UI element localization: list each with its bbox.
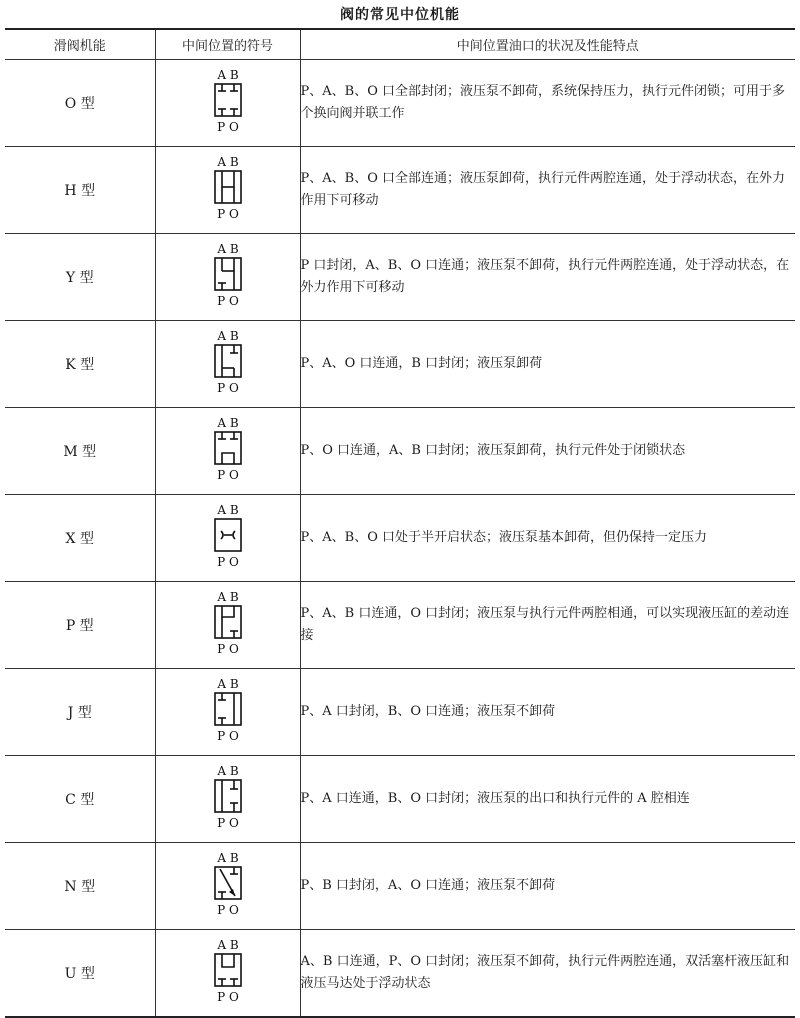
table-title: 阀的常见中位机能 [340,7,460,23]
port-label-top: A B [216,677,239,691]
col-header-description: 中间位置油口的状况及性能特点 [300,29,795,60]
col-header-function: 滑阀机能 [5,29,155,60]
type-cell: X 型 [5,495,155,582]
description-cell: P、A、B、O 口处于半开启状态；液压泵基本卸荷，但仍保持一定压力 [300,495,795,582]
port-label-top: A B [216,242,239,256]
symbol-cell [155,60,300,147]
valve-m-icon [198,415,258,483]
symbol-cell [155,756,300,843]
type-cell: C 型 [5,756,155,843]
port-label-top: A B [216,938,239,952]
port-label-bottom: P O [216,381,239,395]
port-label-bottom: P O [216,903,239,917]
table-row [5,843,795,930]
table-row [5,408,795,495]
port-label-bottom: P O [216,207,239,221]
valve-u-icon [198,937,258,1005]
description-cell: P 口封闭，A、B、O 口连通；液压泵不卸荷，执行元件两腔连通，处于浮动状态，在外力作用下可移动 [300,234,795,321]
symbol-cell [155,408,300,495]
description-cell: P、O 口连通，A、B 口封闭；液压泵卸荷，执行元件处于闭锁状态 [300,408,795,495]
type-cell: M 型 [5,408,155,495]
port-label-bottom: P O [216,294,239,308]
port-label-bottom: P O [216,120,239,134]
valve-c-icon [198,763,258,831]
type-cell: P 型 [5,582,155,669]
table-row [5,930,795,1018]
symbol-cell [155,843,300,930]
table-row [5,582,795,669]
port-label-top: A B [216,329,239,343]
symbol-cell [155,669,300,756]
port-label-bottom: P O [216,729,239,743]
port-label-top: A B [216,68,239,82]
valve-j-icon [198,676,258,744]
type-cell: N 型 [5,843,155,930]
description-cell: P、A 口连通，B、O 口封闭；液压泵的出口和执行元件的 A 腔相连 [300,756,795,843]
port-label-top: A B [216,590,239,604]
table-row [5,495,795,582]
port-label-bottom: P O [216,816,239,830]
description-cell: P、A、O 口连通，B 口封闭；液压泵卸荷 [300,321,795,408]
col-header-symbol: 中间位置的符号 [155,29,300,60]
valve-x-icon [198,502,258,570]
table-row [5,60,795,147]
symbol-cell [155,147,300,234]
type-cell: K 型 [5,321,155,408]
valve-h-icon [198,154,258,222]
port-label-top: A B [216,503,239,517]
symbol-cell [155,495,300,582]
table-row [5,147,795,234]
port-label-top: A B [216,155,239,169]
symbol-cell [155,321,300,408]
type-cell: O 型 [5,60,155,147]
description-cell: P、A 口封闭，B、O 口连通；液压泵不卸荷 [300,669,795,756]
description-cell: P、A、B、O 口全部连通；液压泵卸荷，执行元件两腔连通，处于浮动状态，在外力作用下可移动 [300,147,795,234]
table-row [5,669,795,756]
description-cell: P、A、B、O 口全部封闭；液压泵不卸荷，系统保持压力，执行元件闭锁；可用于多个换向阀并联工作 [300,60,795,147]
description-cell: P、B 口封闭，A、O 口连通；液压泵不卸荷 [300,843,795,930]
port-label-bottom: P O [216,642,239,656]
table-row [5,321,795,408]
valve-p-icon [198,589,258,657]
port-label-bottom: P O [216,468,239,482]
type-cell: Y 型 [5,234,155,321]
symbol-cell [155,930,300,1018]
valve-function-table [5,28,795,1018]
type-cell: U 型 [5,930,155,1018]
port-label-top: A B [216,416,239,430]
description-cell: A、B 口连通，P、O 口封闭；液压泵不卸荷，执行元件两腔连通，双活塞杆液压缸和液压马达处于浮动状态 [300,930,795,1018]
valve-n-icon [198,850,258,918]
port-label-bottom: P O [216,990,239,1004]
symbol-cell [155,582,300,669]
symbol-cell [155,234,300,321]
valve-o-icon [198,67,258,135]
table-row [5,234,795,321]
type-cell: J 型 [5,669,155,756]
port-label-bottom: P O [216,555,239,569]
description-cell: P、A、B 口连通，O 口封闭；液压泵与执行元件两腔相通，可以实现液压缸的差动连接 [300,582,795,669]
table-row [5,756,795,843]
type-cell: H 型 [5,147,155,234]
valve-k-icon [198,328,258,396]
header-row [5,29,795,60]
port-label-top: A B [216,851,239,865]
port-label-top: A B [216,764,239,778]
valve-y-icon [198,241,258,309]
